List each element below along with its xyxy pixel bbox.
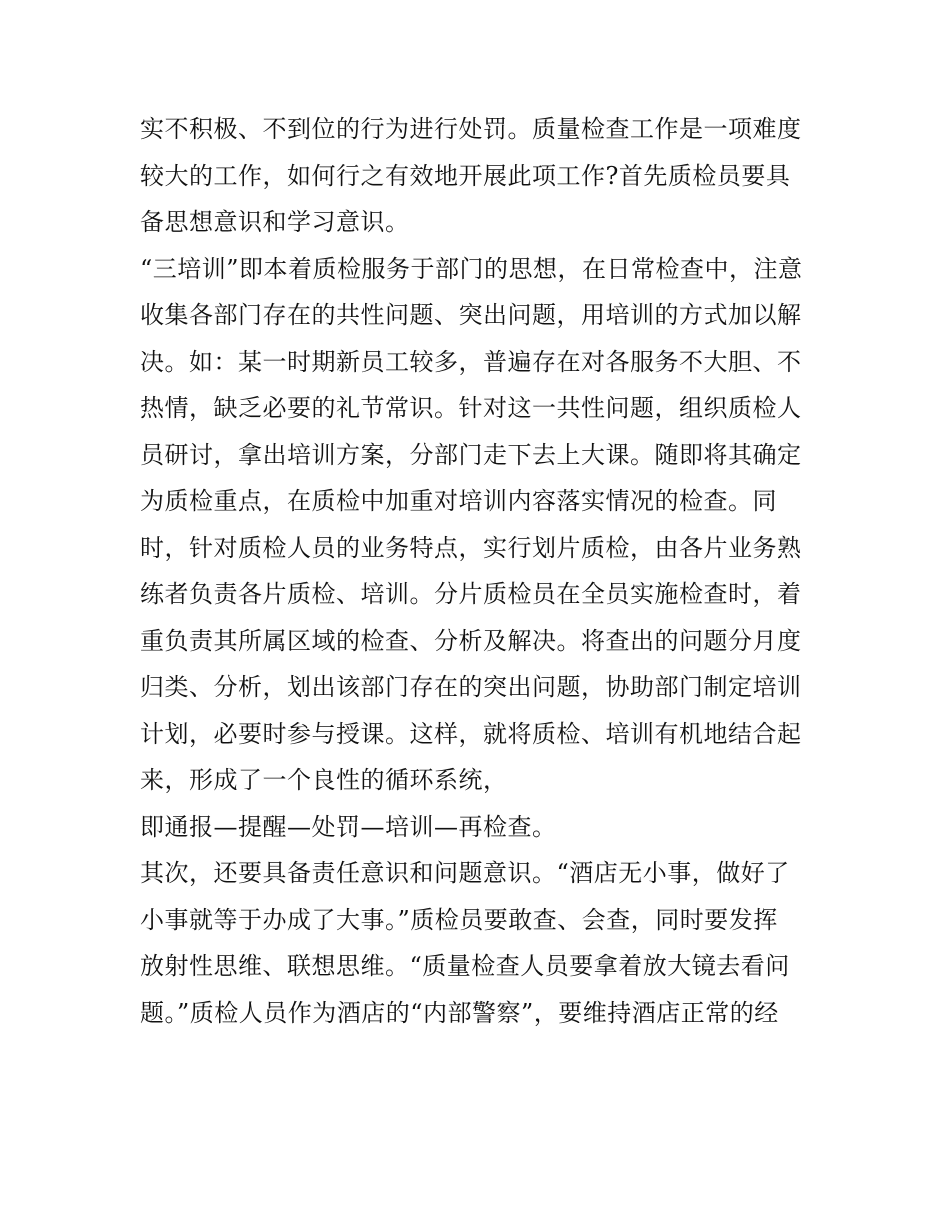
text-line: 小事就等于办成了大事。”质检员要敢查、会查，同时要发挥 [140,905,778,934]
text-line: 较大的工作，如何行之有效地开展此项工作?首先质检员要具 [140,161,791,190]
text-line: 备思想意识和学习意识。 [140,208,410,236]
text-line: 即通报—提醒—处罚—培训—再检查。 [140,812,557,841]
text-line: 实不积极、不到位的行为进行处罚。质量检查工作是一项难度 [140,115,802,143]
text-line: 热情，缺乏必要的礼节常识。针对这一共性问题，组织质检人 [140,394,802,422]
text-line: 决。如：某一时期新员工较多，普遍存在对各服务不大胆、不 [140,347,802,376]
text-line: “三培训”即本着质检服务于部门的思想，在日常检查中，注意 [140,254,803,283]
text-line: 其次，还要具备责任意识和问题意识。“酒店无小事，做好了 [140,859,790,887]
text-line: 练者负责各片质检、培训。分片质检员在全员实施检查时，着 [140,580,802,608]
body-text [140,106,820,1036]
text-line: 为质检重点，在质检中加重对培训内容落实情况的检查。同 [140,487,777,515]
text-line: 员研讨，拿出培训方案，分部门走下去上大课。随即将其确定 [140,440,802,469]
text-line: 重负责其所属区域的检查、分析及解决。将查出的问题分月度 [140,626,802,655]
text-line: 题。”质检人员作为酒店的“内部警察”，要维持酒店正常的经 [140,998,779,1027]
text-line: 来，形成了一个良性的循环系统， [140,766,508,794]
text-line: 时，针对质检人员的业务特点，实行划片质检，由各片业务熟 [140,533,802,562]
text-line: 收集各部门存在的共性问题、突出问题，用培训的方式加以解 [140,301,802,329]
text-line: 放射性思维、联想思维。“质量检查人员要拿着放大镜去看问 [140,952,790,980]
text-line: 归类、分析，划出该部门存在的突出问题，协助部门制定培训 [140,673,802,701]
text-line: 计划，必要时参与授课。这样，就将质检、培训有机地结合起 [140,719,802,748]
